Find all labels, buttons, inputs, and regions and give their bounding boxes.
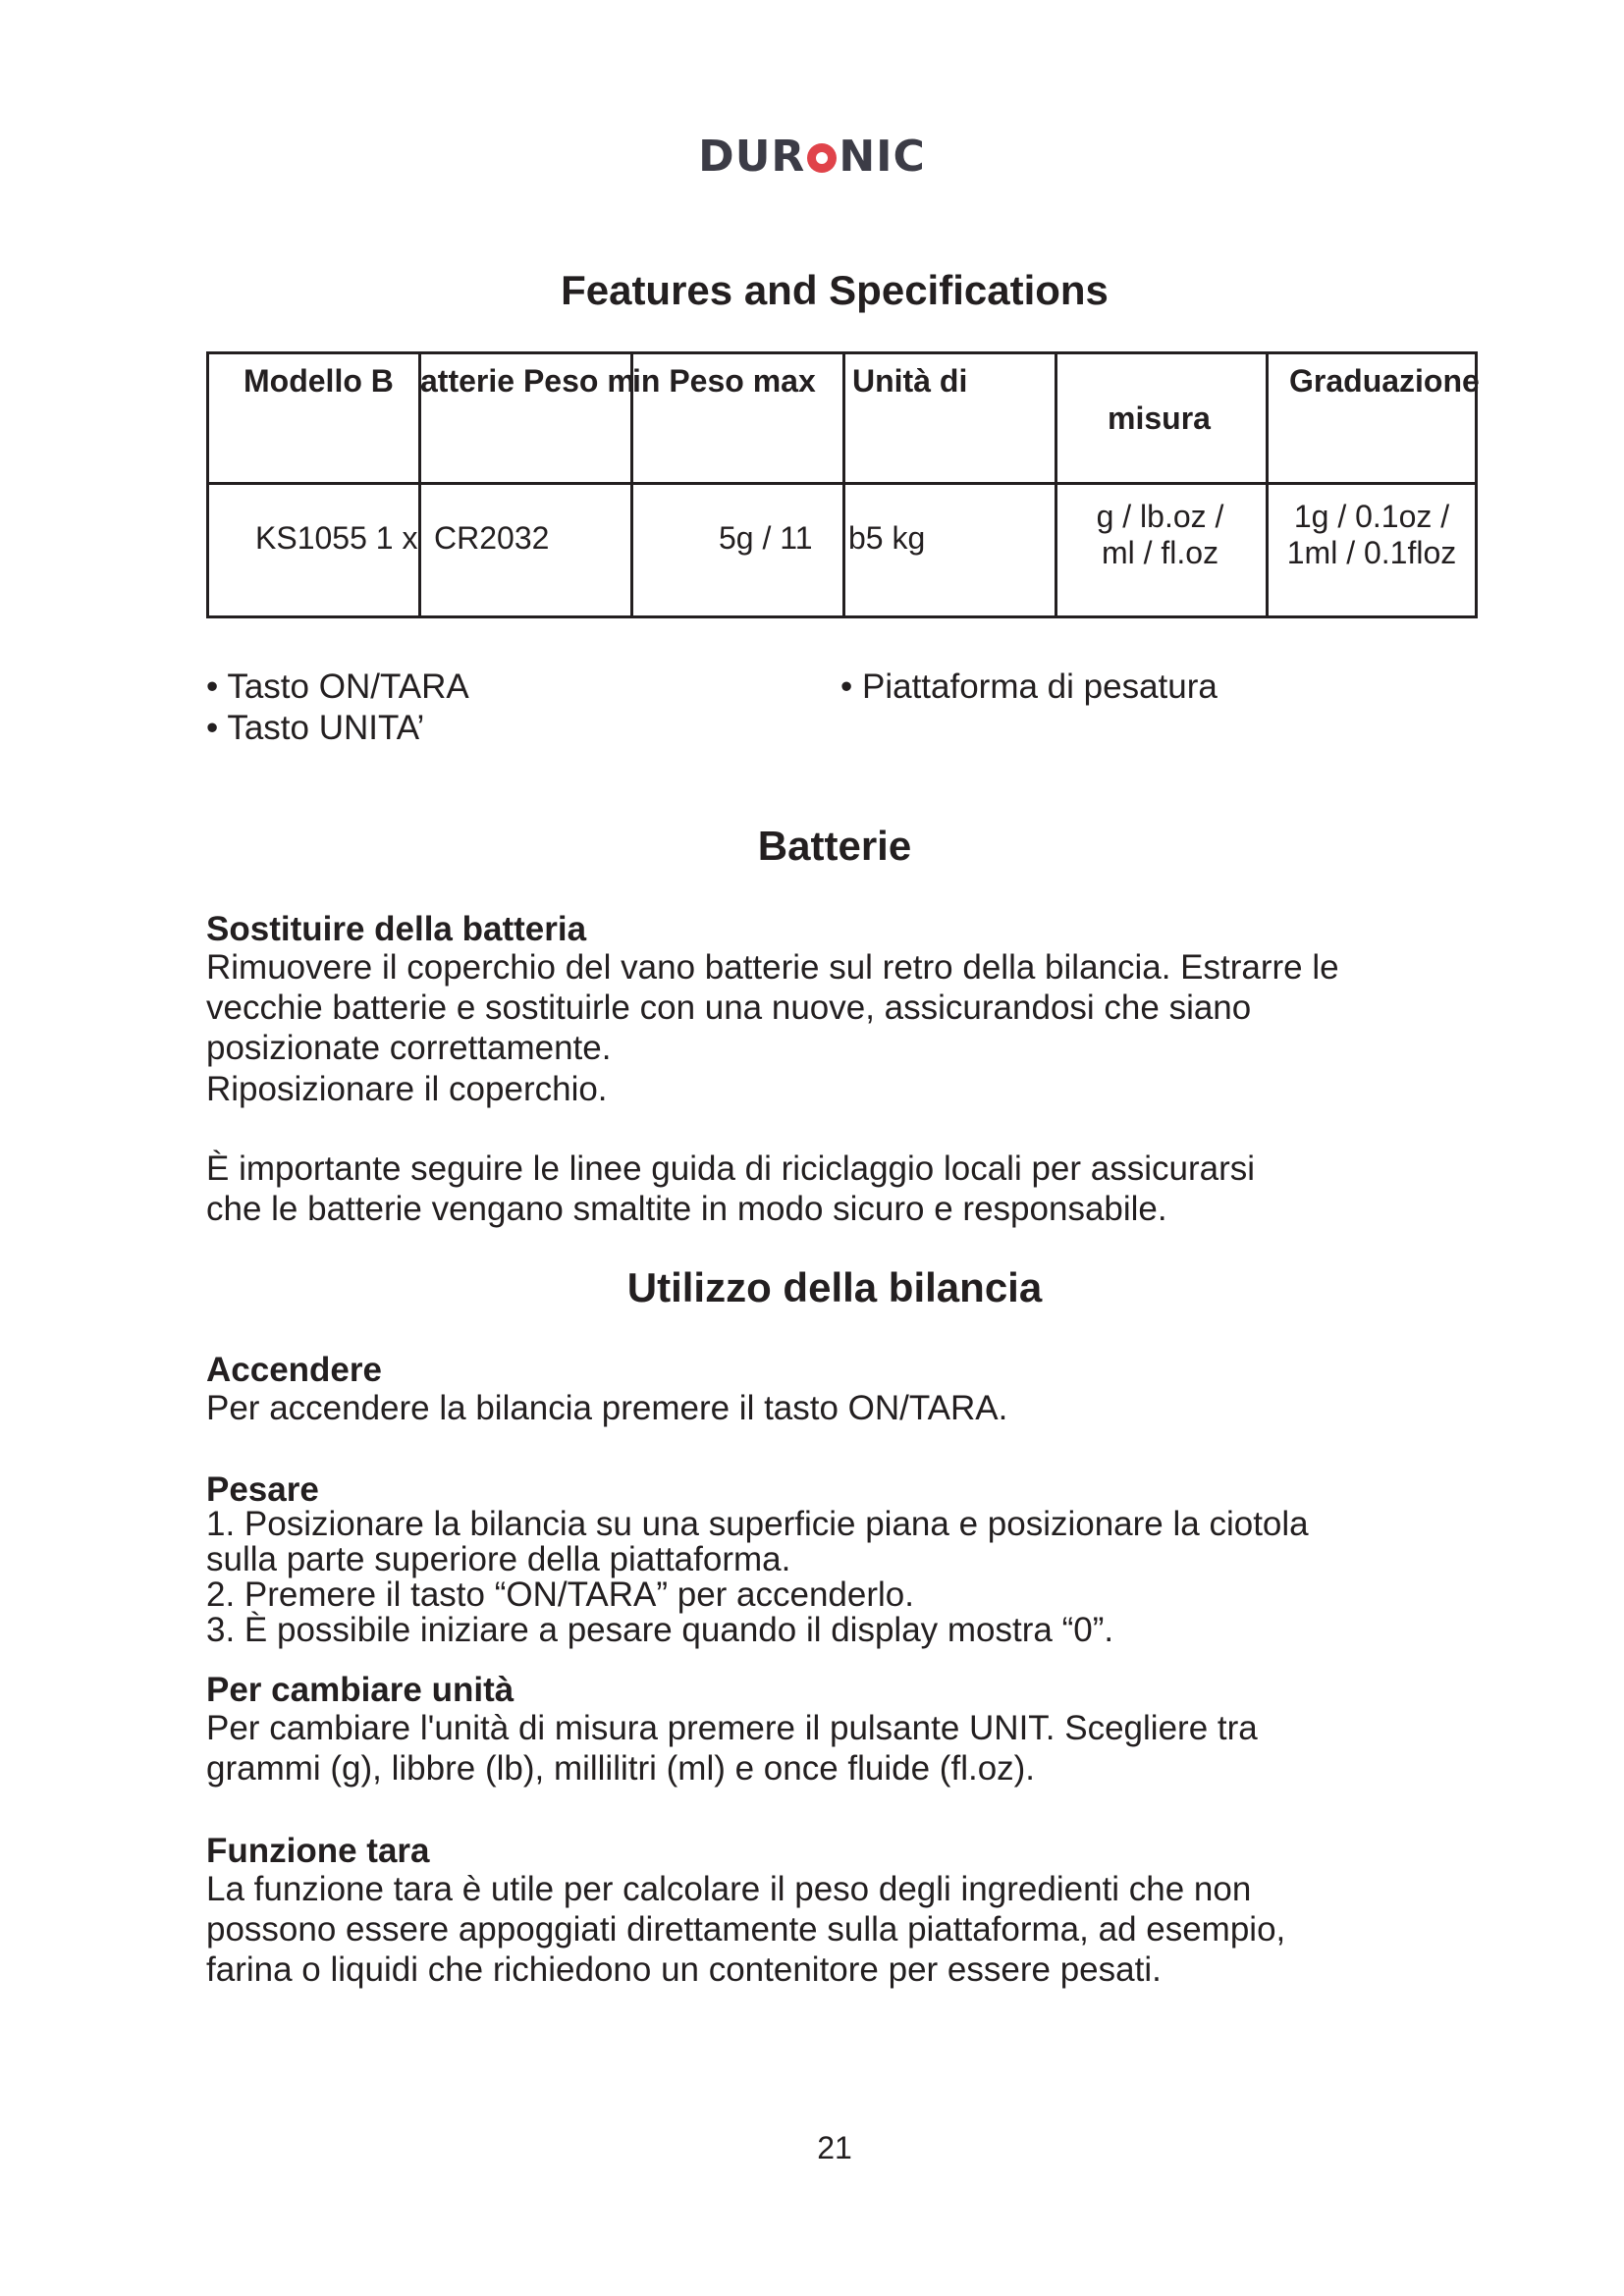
paragraph-sostituire [206,947,1483,1109]
cell-unita-line2: ml / fl.oz [1101,535,1219,570]
table-border-v5 [1266,351,1269,618]
header-unita: Unità di [852,363,968,399]
text-line: possono essere appoggiati direttamente sulla piattaforma, ad esempio, [206,1910,1286,1949]
cell-peso-b: b5 kg [848,520,926,556]
page-title: Features and Specifications [561,267,1109,313]
paragraph-riciclaggio [206,1148,1483,1229]
list-item: 1. Posizionare la bilancia su una superficie piana e posizionare la ciotola [206,1505,1309,1543]
section-title-batterie: Batterie [757,823,912,869]
logo-text-end: NIC [839,132,926,182]
text-line: che le batterie vengano smaltite in modo sicuro e responsabile. [206,1190,1167,1228]
table-border-v3 [842,351,845,618]
header-modello: Modello B [244,363,394,399]
cell-grad-line1: 1g / 0.1oz / [1293,499,1450,534]
paragraph-funzione-tara [206,1869,1483,1990]
cell-model-battery-a: KS1055 1 x [255,520,418,556]
logo-text-start: DUR [698,132,806,182]
cell-model-battery-b: CR2032 [434,520,550,556]
brand-logo [0,132,1624,182]
subheading-accendere: Accendere [206,1351,382,1389]
text-line: vecchie batterie e sostituirle con una nuove, assicurandosi che siano [206,988,1252,1027]
feature-bullet: • Tasto ON/TARA [206,667,469,706]
header-peso: in Peso max [632,363,816,399]
text-line: farina o liquidi che richiedono un contenitore per essere pesati. [206,1950,1162,1989]
list-pesare [206,1507,1483,1648]
list-item: 3. È possibile iniziare a pesare quando il display mostra “0”. [206,1611,1114,1649]
cell-grad-line2: 1ml / 0.1floz [1286,535,1457,570]
header-misura: misura [1108,400,1211,436]
subheading-pesare: Pesare [206,1470,319,1509]
text-line: Per cambiare l'unità di misura premere il pulsante UNIT. Scegliere tra [206,1709,1258,1747]
cell-unita-line1: g / lb.oz / [1096,499,1224,534]
paragraph-accendere: Per accendere la bilancia premere il tasto ON/TARA. [206,1389,1008,1427]
table-border-v0 [206,351,209,618]
text-line: Rimuovere il coperchio del vano batterie sul retro della bilancia. Estrarre le [206,948,1339,987]
text-line: grammi (g), libbre (lb), millilitri (ml) e once fluide (fl.oz). [206,1749,1036,1788]
subheading-funzione-tara: Funzione tara [206,1832,430,1870]
subheading-sostituire: Sostituire della batteria [206,910,587,948]
paragraph-cambiare-unita [206,1708,1483,1789]
text-line: Riposizionare il coperchio. [206,1070,608,1108]
header-graduazione: Graduazione [1289,363,1480,399]
feature-bullet: • Tasto UNITA’ [206,709,425,747]
logo-power-icon [807,143,837,173]
table-border-v4 [1055,351,1057,618]
list-item: sulla parte superiore della piattaforma. [206,1540,791,1578]
list-item: 2. Premere il tasto “ON/TARA” per accenderlo. [206,1575,914,1614]
text-line: È importante seguire le linee guida di riciclaggio locali per assicurarsi [206,1149,1256,1188]
text-line: La funzione tara è utile per calcolare il peso degli ingredienti che non [206,1870,1252,1908]
subheading-cambiare-unita: Per cambiare unità [206,1671,514,1709]
page-number: 21 [817,2130,852,2165]
section-title-utilizzo: Utilizzo della bilancia [626,1264,1043,1310]
feature-bullet: • Piattaforma di pesatura [840,667,1218,706]
text-line: posizionate correttamente. [206,1029,612,1067]
cell-peso-a: 5g / 11 [719,520,813,556]
header-batterie: atterie Peso m [420,363,635,399]
